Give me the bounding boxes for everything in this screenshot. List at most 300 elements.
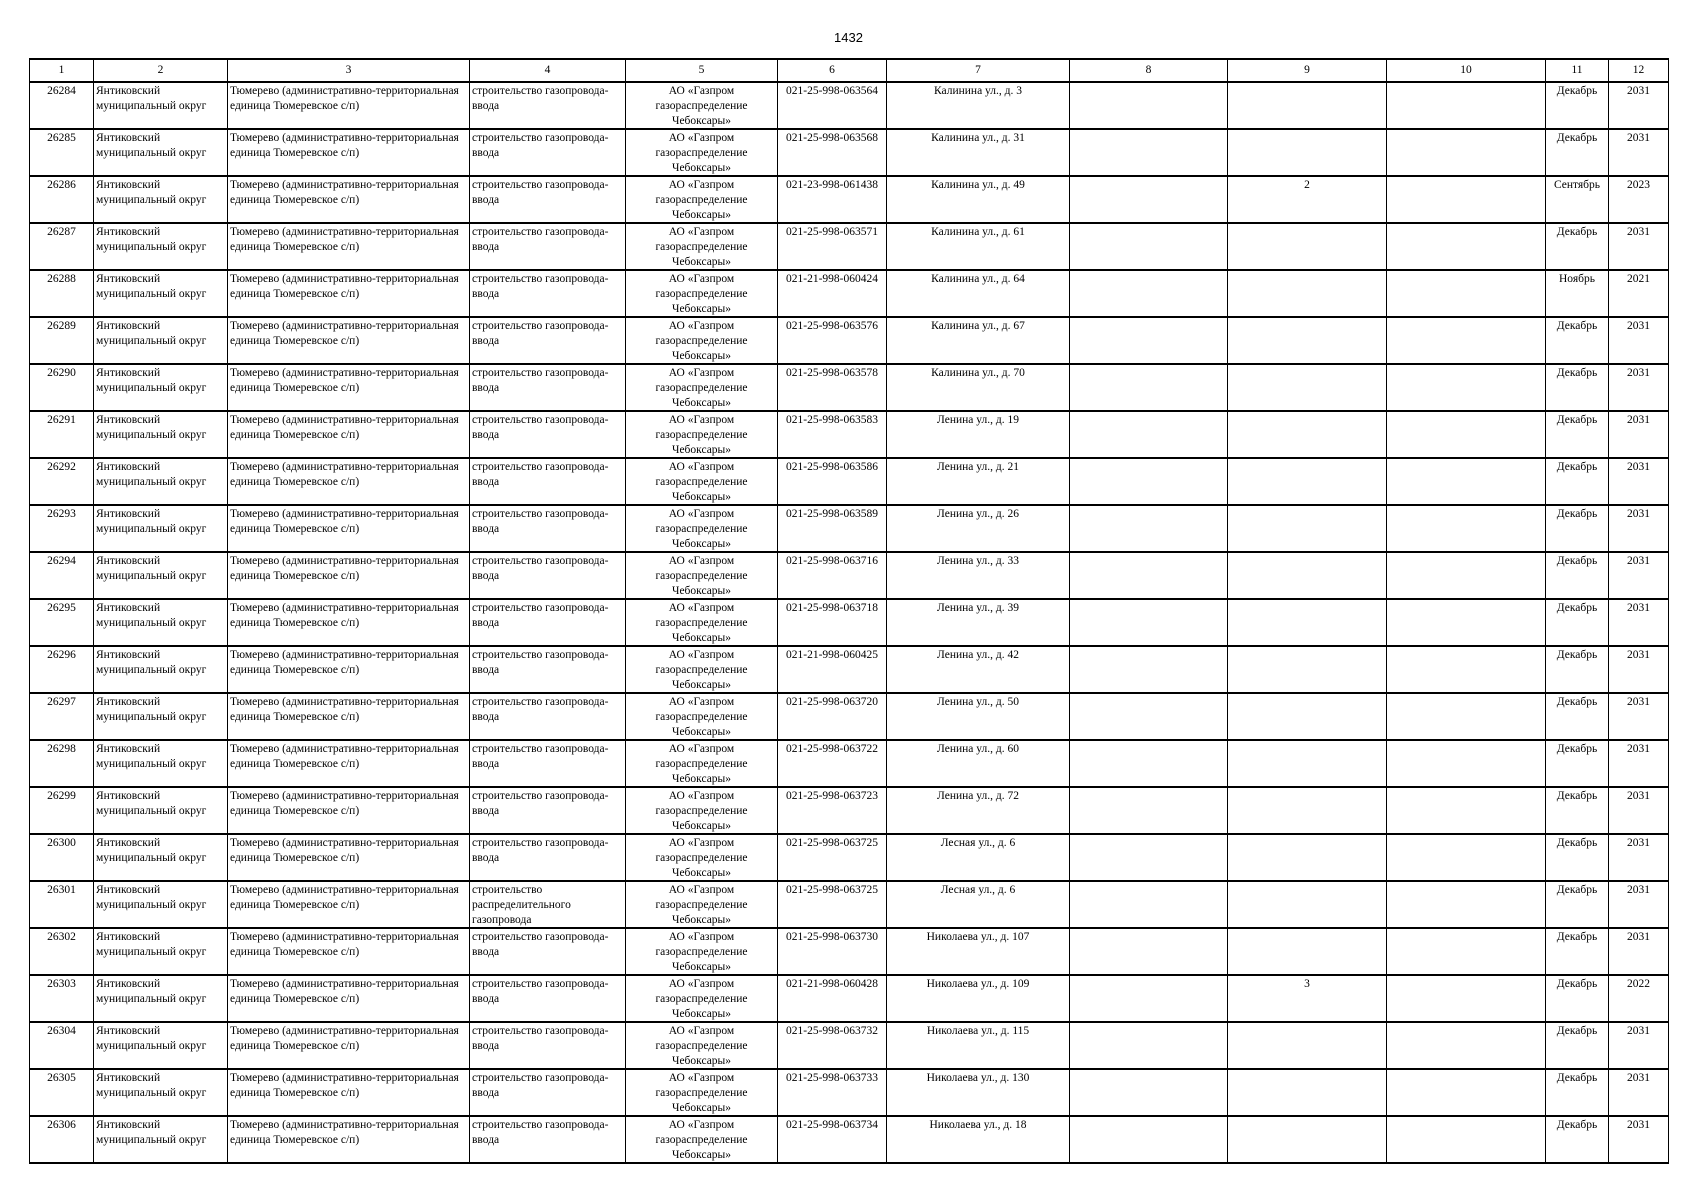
month-text: Декабрь (1556, 696, 1598, 708)
municipal-district-text: Янтиковский муниципальный округ (96, 743, 207, 770)
work-type-text: строительство газопровода-ввода (472, 85, 609, 112)
table-body (30, 82, 1669, 1163)
settlement-text: Тюмерево (административно-территориальная единица Тюмеревское с/п) (230, 508, 459, 535)
year-text: 2031 (1627, 461, 1650, 473)
cell-work-type (470, 928, 626, 975)
work-type-text: строительство газопровода-ввода (472, 273, 609, 300)
table-row (30, 693, 1669, 740)
cell-application-number (778, 82, 887, 129)
month-text: Декабрь (1556, 1072, 1598, 1084)
cell-address (887, 646, 1070, 693)
cell-column-9 (1228, 411, 1387, 458)
column-header-4: 4 (470, 59, 626, 82)
year-text: 2031 (1627, 85, 1650, 97)
settlement-text: Тюмерево (административно-территориальная единица Тюмеревское с/п) (230, 85, 459, 112)
address-text: Николаева ул., д. 115 (926, 1025, 1030, 1037)
cell-municipal-district (94, 1116, 228, 1163)
cell-organization (626, 1069, 778, 1116)
work-type-text: строительство распределительного газопровода (472, 884, 571, 926)
address-text: Калинина ул., д. 70 (931, 367, 1025, 379)
record-number-text: 26288 (47, 273, 76, 285)
table-row (30, 364, 1669, 411)
table-row (30, 599, 1669, 646)
cell-column-9 (1228, 176, 1387, 223)
cell-address (887, 552, 1070, 599)
cell-application-number (778, 270, 887, 317)
cell-settlement (228, 411, 470, 458)
record-number-text: 26305 (47, 1072, 76, 1084)
cell-municipal-district (94, 1069, 228, 1116)
cell-column-9 (1228, 928, 1387, 975)
month-text: Декабрь (1556, 931, 1598, 943)
cell-record-number (30, 834, 94, 881)
cell-municipal-district (94, 270, 228, 317)
cell-year (1609, 82, 1669, 129)
work-type-text: строительство газопровода-ввода (472, 743, 609, 770)
column-10-text (1389, 1071, 1543, 1114)
work-type-text: строительство газопровода-ввода (472, 931, 609, 958)
column-9-text (1230, 601, 1384, 644)
table-row (30, 458, 1669, 505)
cell-address (887, 223, 1070, 270)
cell-year (1609, 129, 1669, 176)
cell-municipal-district (94, 881, 228, 928)
organization-text: АО «Газпром газораспределение Чебоксары» (655, 85, 748, 127)
cell-month (1546, 928, 1609, 975)
cell-settlement (228, 646, 470, 693)
cell-municipal-district (94, 599, 228, 646)
cell-application-number (778, 1116, 887, 1163)
register-table (29, 58, 1669, 1164)
cell-settlement (228, 317, 470, 364)
cell-organization (626, 1022, 778, 1069)
column-9-text (1230, 272, 1384, 315)
cell-organization (626, 411, 778, 458)
application-number-text: 021-25-998-063725 (786, 884, 878, 896)
cell-organization (626, 223, 778, 270)
cell-column-10 (1387, 599, 1546, 646)
column-header-11: 11 (1546, 59, 1609, 82)
cell-organization (626, 270, 778, 317)
cell-column-10 (1387, 129, 1546, 176)
cell-application-number (778, 364, 887, 411)
month-text: Декабрь (1556, 1025, 1598, 1037)
application-number-text: 021-25-998-063586 (786, 461, 878, 473)
cell-month (1546, 129, 1609, 176)
cell-work-type (470, 505, 626, 552)
cell-application-number (778, 176, 887, 223)
cell-application-number (778, 740, 887, 787)
record-number-text: 26284 (47, 85, 76, 97)
cell-application-number (778, 975, 887, 1022)
year-text: 2031 (1627, 508, 1650, 520)
cell-month (1546, 411, 1609, 458)
column-8-text (1072, 554, 1225, 597)
cell-column-8 (1070, 176, 1228, 223)
cell-work-type (470, 552, 626, 599)
cell-address (887, 693, 1070, 740)
column-9-text (1230, 319, 1384, 362)
cell-record-number (30, 552, 94, 599)
work-type-text: строительство газопровода-ввода (472, 837, 609, 864)
cell-column-8 (1070, 834, 1228, 881)
cell-column-9 (1228, 693, 1387, 740)
cell-column-10 (1387, 693, 1546, 740)
column-header-9: 9 (1228, 59, 1387, 82)
year-text: 2031 (1627, 1025, 1650, 1037)
cell-column-10 (1387, 1022, 1546, 1069)
work-type-text: строительство газопровода-ввода (472, 367, 609, 394)
cell-column-9 (1228, 223, 1387, 270)
record-number-text: 26293 (47, 508, 76, 520)
cell-work-type (470, 317, 626, 364)
column-9-text (1230, 789, 1384, 832)
cell-column-8 (1070, 82, 1228, 129)
work-type-text: строительство газопровода-ввода (472, 1119, 609, 1146)
organization-text: АО «Газпром газораспределение Чебоксары» (655, 602, 748, 644)
table-header-row (30, 59, 1669, 82)
settlement-text: Тюмерево (административно-территориальная единица Тюмеревское с/п) (230, 602, 459, 629)
cell-month (1546, 552, 1609, 599)
cell-organization (626, 458, 778, 505)
month-text: Декабрь (1556, 85, 1598, 97)
cell-municipal-district (94, 787, 228, 834)
cell-municipal-district (94, 975, 228, 1022)
year-text: 2031 (1627, 696, 1650, 708)
cell-year (1609, 270, 1669, 317)
cell-address (887, 928, 1070, 975)
cell-year (1609, 458, 1669, 505)
cell-column-10 (1387, 317, 1546, 364)
month-text: Декабрь (1556, 367, 1598, 379)
cell-column-10 (1387, 458, 1546, 505)
cell-municipal-district (94, 740, 228, 787)
organization-text: АО «Газпром газораспределение Чебоксары» (655, 1119, 748, 1161)
work-type-text: строительство газопровода-ввода (472, 790, 609, 817)
application-number-text: 021-25-998-063725 (786, 837, 878, 849)
cell-year (1609, 505, 1669, 552)
organization-text: АО «Газпром газораспределение Чебоксары» (655, 414, 748, 456)
cell-settlement (228, 505, 470, 552)
cell-month (1546, 740, 1609, 787)
table-row (30, 82, 1669, 129)
cell-address (887, 1069, 1070, 1116)
table-row (30, 740, 1669, 787)
address-text: Калинина ул., д. 31 (931, 132, 1025, 144)
column-8-text (1072, 1071, 1225, 1114)
cell-year (1609, 834, 1669, 881)
column-10-text (1389, 1024, 1543, 1067)
cell-month (1546, 1069, 1609, 1116)
column-9-text (1230, 131, 1384, 174)
column-9-text (1230, 507, 1384, 550)
column-header-5: 5 (626, 59, 778, 82)
year-text: 2031 (1627, 837, 1650, 849)
column-8-text (1072, 413, 1225, 456)
column-9-text (1230, 836, 1384, 879)
cell-column-10 (1387, 505, 1546, 552)
column-10-text (1389, 272, 1543, 315)
cell-column-10 (1387, 223, 1546, 270)
address-text: Калинина ул., д. 3 (933, 85, 1023, 97)
municipal-district-text: Янтиковский муниципальный округ (96, 85, 207, 112)
column-9-text (1230, 554, 1384, 597)
cell-organization (626, 552, 778, 599)
cell-column-8 (1070, 646, 1228, 693)
cell-record-number (30, 740, 94, 787)
cell-column-8 (1070, 129, 1228, 176)
cell-record-number (30, 505, 94, 552)
column-9-text (1230, 1118, 1384, 1161)
record-number-text: 26295 (47, 602, 76, 614)
table-row (30, 975, 1669, 1022)
address-text: Николаева ул., д. 18 (929, 1119, 1027, 1131)
column-8-text (1072, 272, 1225, 315)
cell-application-number (778, 599, 887, 646)
cell-column-9 (1228, 552, 1387, 599)
cell-year (1609, 928, 1669, 975)
organization-text: АО «Газпром газораспределение Чебоксары» (655, 273, 748, 315)
settlement-text: Тюмерево (административно-территориальная единица Тюмеревское с/п) (230, 179, 459, 206)
table-row (30, 176, 1669, 223)
cell-column-9 (1228, 646, 1387, 693)
record-number-text: 26297 (47, 696, 76, 708)
month-text: Декабрь (1556, 320, 1598, 332)
cell-municipal-district (94, 317, 228, 364)
column-9-text (1230, 695, 1384, 738)
cell-month (1546, 693, 1609, 740)
cell-year (1609, 1069, 1669, 1116)
cell-organization (626, 317, 778, 364)
settlement-text: Тюмерево (административно-территориальная единица Тюмеревское с/п) (230, 978, 459, 1005)
column-8-text (1072, 883, 1225, 926)
year-text: 2031 (1627, 743, 1650, 755)
settlement-text: Тюмерево (административно-территориальная единица Тюмеревское с/п) (230, 837, 459, 864)
cell-address (887, 129, 1070, 176)
cell-year (1609, 646, 1669, 693)
cell-record-number (30, 928, 94, 975)
page-number: 1432 (834, 30, 863, 45)
cell-application-number (778, 411, 887, 458)
year-text: 2031 (1627, 602, 1650, 614)
column-8-text (1072, 695, 1225, 738)
address-text: Калинина ул., д. 49 (931, 179, 1025, 191)
table-row (30, 129, 1669, 176)
cell-organization (626, 787, 778, 834)
cell-column-9 (1228, 834, 1387, 881)
cell-work-type (470, 411, 626, 458)
record-number-text: 26290 (47, 367, 76, 379)
column-10-text (1389, 601, 1543, 644)
year-text: 2031 (1627, 790, 1650, 802)
work-type-text: строительство газопровода-ввода (472, 508, 609, 535)
cell-record-number (30, 599, 94, 646)
cell-application-number (778, 552, 887, 599)
cell-organization (626, 505, 778, 552)
cell-municipal-district (94, 82, 228, 129)
year-text: 2031 (1627, 1119, 1650, 1131)
cell-application-number (778, 881, 887, 928)
cell-organization (626, 834, 778, 881)
column-10-text (1389, 648, 1543, 691)
cell-address (887, 1022, 1070, 1069)
municipal-district-text: Янтиковский муниципальный округ (96, 649, 207, 676)
organization-text: АО «Газпром газораспределение Чебоксары» (655, 696, 748, 738)
cell-year (1609, 364, 1669, 411)
cell-column-9 (1228, 881, 1387, 928)
work-type-text: строительство газопровода-ввода (472, 179, 609, 206)
column-9-text (1230, 413, 1384, 456)
column-10-text (1389, 930, 1543, 973)
cell-address (887, 740, 1070, 787)
cell-column-8 (1070, 1116, 1228, 1163)
cell-column-8 (1070, 223, 1228, 270)
cell-municipal-district (94, 552, 228, 599)
record-number-text: 26296 (47, 649, 76, 661)
settlement-text: Тюмерево (административно-территориальная единица Тюмеревское с/п) (230, 226, 459, 253)
month-text: Декабрь (1556, 790, 1598, 802)
cell-column-8 (1070, 317, 1228, 364)
cell-column-8 (1070, 881, 1228, 928)
organization-text: АО «Газпром газораспределение Чебоксары» (655, 508, 748, 550)
cell-month (1546, 458, 1609, 505)
month-text: Декабрь (1556, 602, 1598, 614)
municipal-district-text: Янтиковский муниципальный округ (96, 555, 207, 582)
cell-column-8 (1070, 364, 1228, 411)
cell-address (887, 270, 1070, 317)
cell-record-number (30, 693, 94, 740)
application-number-text: 021-25-998-063730 (786, 931, 878, 943)
cell-settlement (228, 834, 470, 881)
cell-month (1546, 834, 1609, 881)
column-10-text (1389, 1118, 1543, 1161)
cell-address (887, 975, 1070, 1022)
cell-organization (626, 364, 778, 411)
municipal-district-text: Янтиковский муниципальный округ (96, 508, 207, 535)
cell-address (887, 411, 1070, 458)
settlement-text: Тюмерево (административно-территориальная единица Тюмеревское с/п) (230, 1119, 459, 1146)
cell-column-10 (1387, 364, 1546, 411)
address-text: Ленина ул., д. 60 (937, 743, 1019, 755)
cell-municipal-district (94, 176, 228, 223)
work-type-text: строительство газопровода-ввода (472, 696, 609, 723)
address-text: Ленина ул., д. 26 (937, 508, 1019, 520)
table-row (30, 834, 1669, 881)
cell-record-number (30, 411, 94, 458)
year-text: 2031 (1627, 414, 1650, 426)
cell-organization (626, 881, 778, 928)
column-8-text (1072, 601, 1225, 644)
municipal-district-text: Янтиковский муниципальный округ (96, 696, 207, 723)
column-10-text (1389, 742, 1543, 785)
cell-application-number (778, 646, 887, 693)
cell-municipal-district (94, 223, 228, 270)
cell-column-10 (1387, 975, 1546, 1022)
cell-record-number (30, 317, 94, 364)
month-text: Декабрь (1556, 226, 1598, 238)
organization-text: АО «Газпром газораспределение Чебоксары» (655, 555, 748, 597)
settlement-text: Тюмерево (административно-территориальная единица Тюмеревское с/п) (230, 132, 459, 159)
cell-address (887, 834, 1070, 881)
application-number-text: 021-25-998-063716 (786, 555, 878, 567)
cell-column-10 (1387, 881, 1546, 928)
cell-settlement (228, 740, 470, 787)
cell-settlement (228, 928, 470, 975)
cell-column-10 (1387, 646, 1546, 693)
cell-work-type (470, 82, 626, 129)
cell-record-number (30, 975, 94, 1022)
cell-organization (626, 975, 778, 1022)
column-header-12: 12 (1609, 59, 1669, 82)
record-number-text: 26285 (47, 132, 76, 144)
cell-column-9 (1228, 740, 1387, 787)
cell-year (1609, 552, 1669, 599)
record-number-text: 26294 (47, 555, 76, 567)
cell-month (1546, 317, 1609, 364)
cell-year (1609, 787, 1669, 834)
cell-application-number (778, 505, 887, 552)
address-text: Ленина ул., д. 72 (937, 790, 1019, 802)
cell-column-9 (1228, 1069, 1387, 1116)
organization-text: АО «Газпром газораспределение Чебоксары» (655, 320, 748, 362)
cell-year (1609, 693, 1669, 740)
cell-work-type (470, 223, 626, 270)
work-type-text: строительство газопровода-ввода (472, 978, 609, 1005)
municipal-district-text: Янтиковский муниципальный округ (96, 931, 207, 958)
address-text: Калинина ул., д. 61 (931, 226, 1025, 238)
column-10-text (1389, 319, 1543, 362)
application-number-text: 021-21-998-060424 (786, 273, 878, 285)
cell-work-type (470, 693, 626, 740)
column-10-text (1389, 836, 1543, 879)
application-number-text: 021-25-998-063589 (786, 508, 878, 520)
column-8-text (1072, 460, 1225, 503)
cell-column-9 (1228, 364, 1387, 411)
application-number-text: 021-25-998-063564 (786, 85, 878, 97)
record-number-text: 26306 (47, 1119, 76, 1131)
settlement-text: Тюмерево (административно-территориальная единица Тюмеревское с/п) (230, 931, 459, 958)
cell-organization (626, 693, 778, 740)
municipal-district-text: Янтиковский муниципальный округ (96, 602, 207, 629)
organization-text: АО «Газпром газораспределение Чебоксары» (655, 461, 748, 503)
cell-column-9 (1228, 129, 1387, 176)
municipal-district-text: Янтиковский муниципальный округ (96, 978, 207, 1005)
address-text: Ленина ул., д. 33 (937, 555, 1019, 567)
column-10-text (1389, 84, 1543, 127)
cell-column-8 (1070, 787, 1228, 834)
address-text: Ленина ул., д. 50 (937, 696, 1019, 708)
cell-column-8 (1070, 975, 1228, 1022)
cell-work-type (470, 1069, 626, 1116)
address-text: Николаева ул., д. 107 (926, 931, 1030, 943)
column-8-text (1072, 742, 1225, 785)
address-text: Ленина ул., д. 42 (937, 649, 1019, 661)
table-row (30, 411, 1669, 458)
column-8-text (1072, 225, 1225, 268)
municipal-district-text: Янтиковский муниципальный округ (96, 461, 207, 488)
column-10-text (1389, 413, 1543, 456)
cell-municipal-district (94, 364, 228, 411)
record-number-text: 26292 (47, 461, 76, 473)
cell-column-8 (1070, 411, 1228, 458)
column-header-10: 10 (1387, 59, 1546, 82)
cell-municipal-district (94, 646, 228, 693)
cell-application-number (778, 1022, 887, 1069)
application-number-text: 021-25-998-063571 (786, 226, 878, 238)
organization-text: АО «Газпром газораспределение Чебоксары» (655, 790, 748, 832)
cell-settlement (228, 364, 470, 411)
municipal-district-text: Янтиковский муниципальный округ (96, 837, 207, 864)
